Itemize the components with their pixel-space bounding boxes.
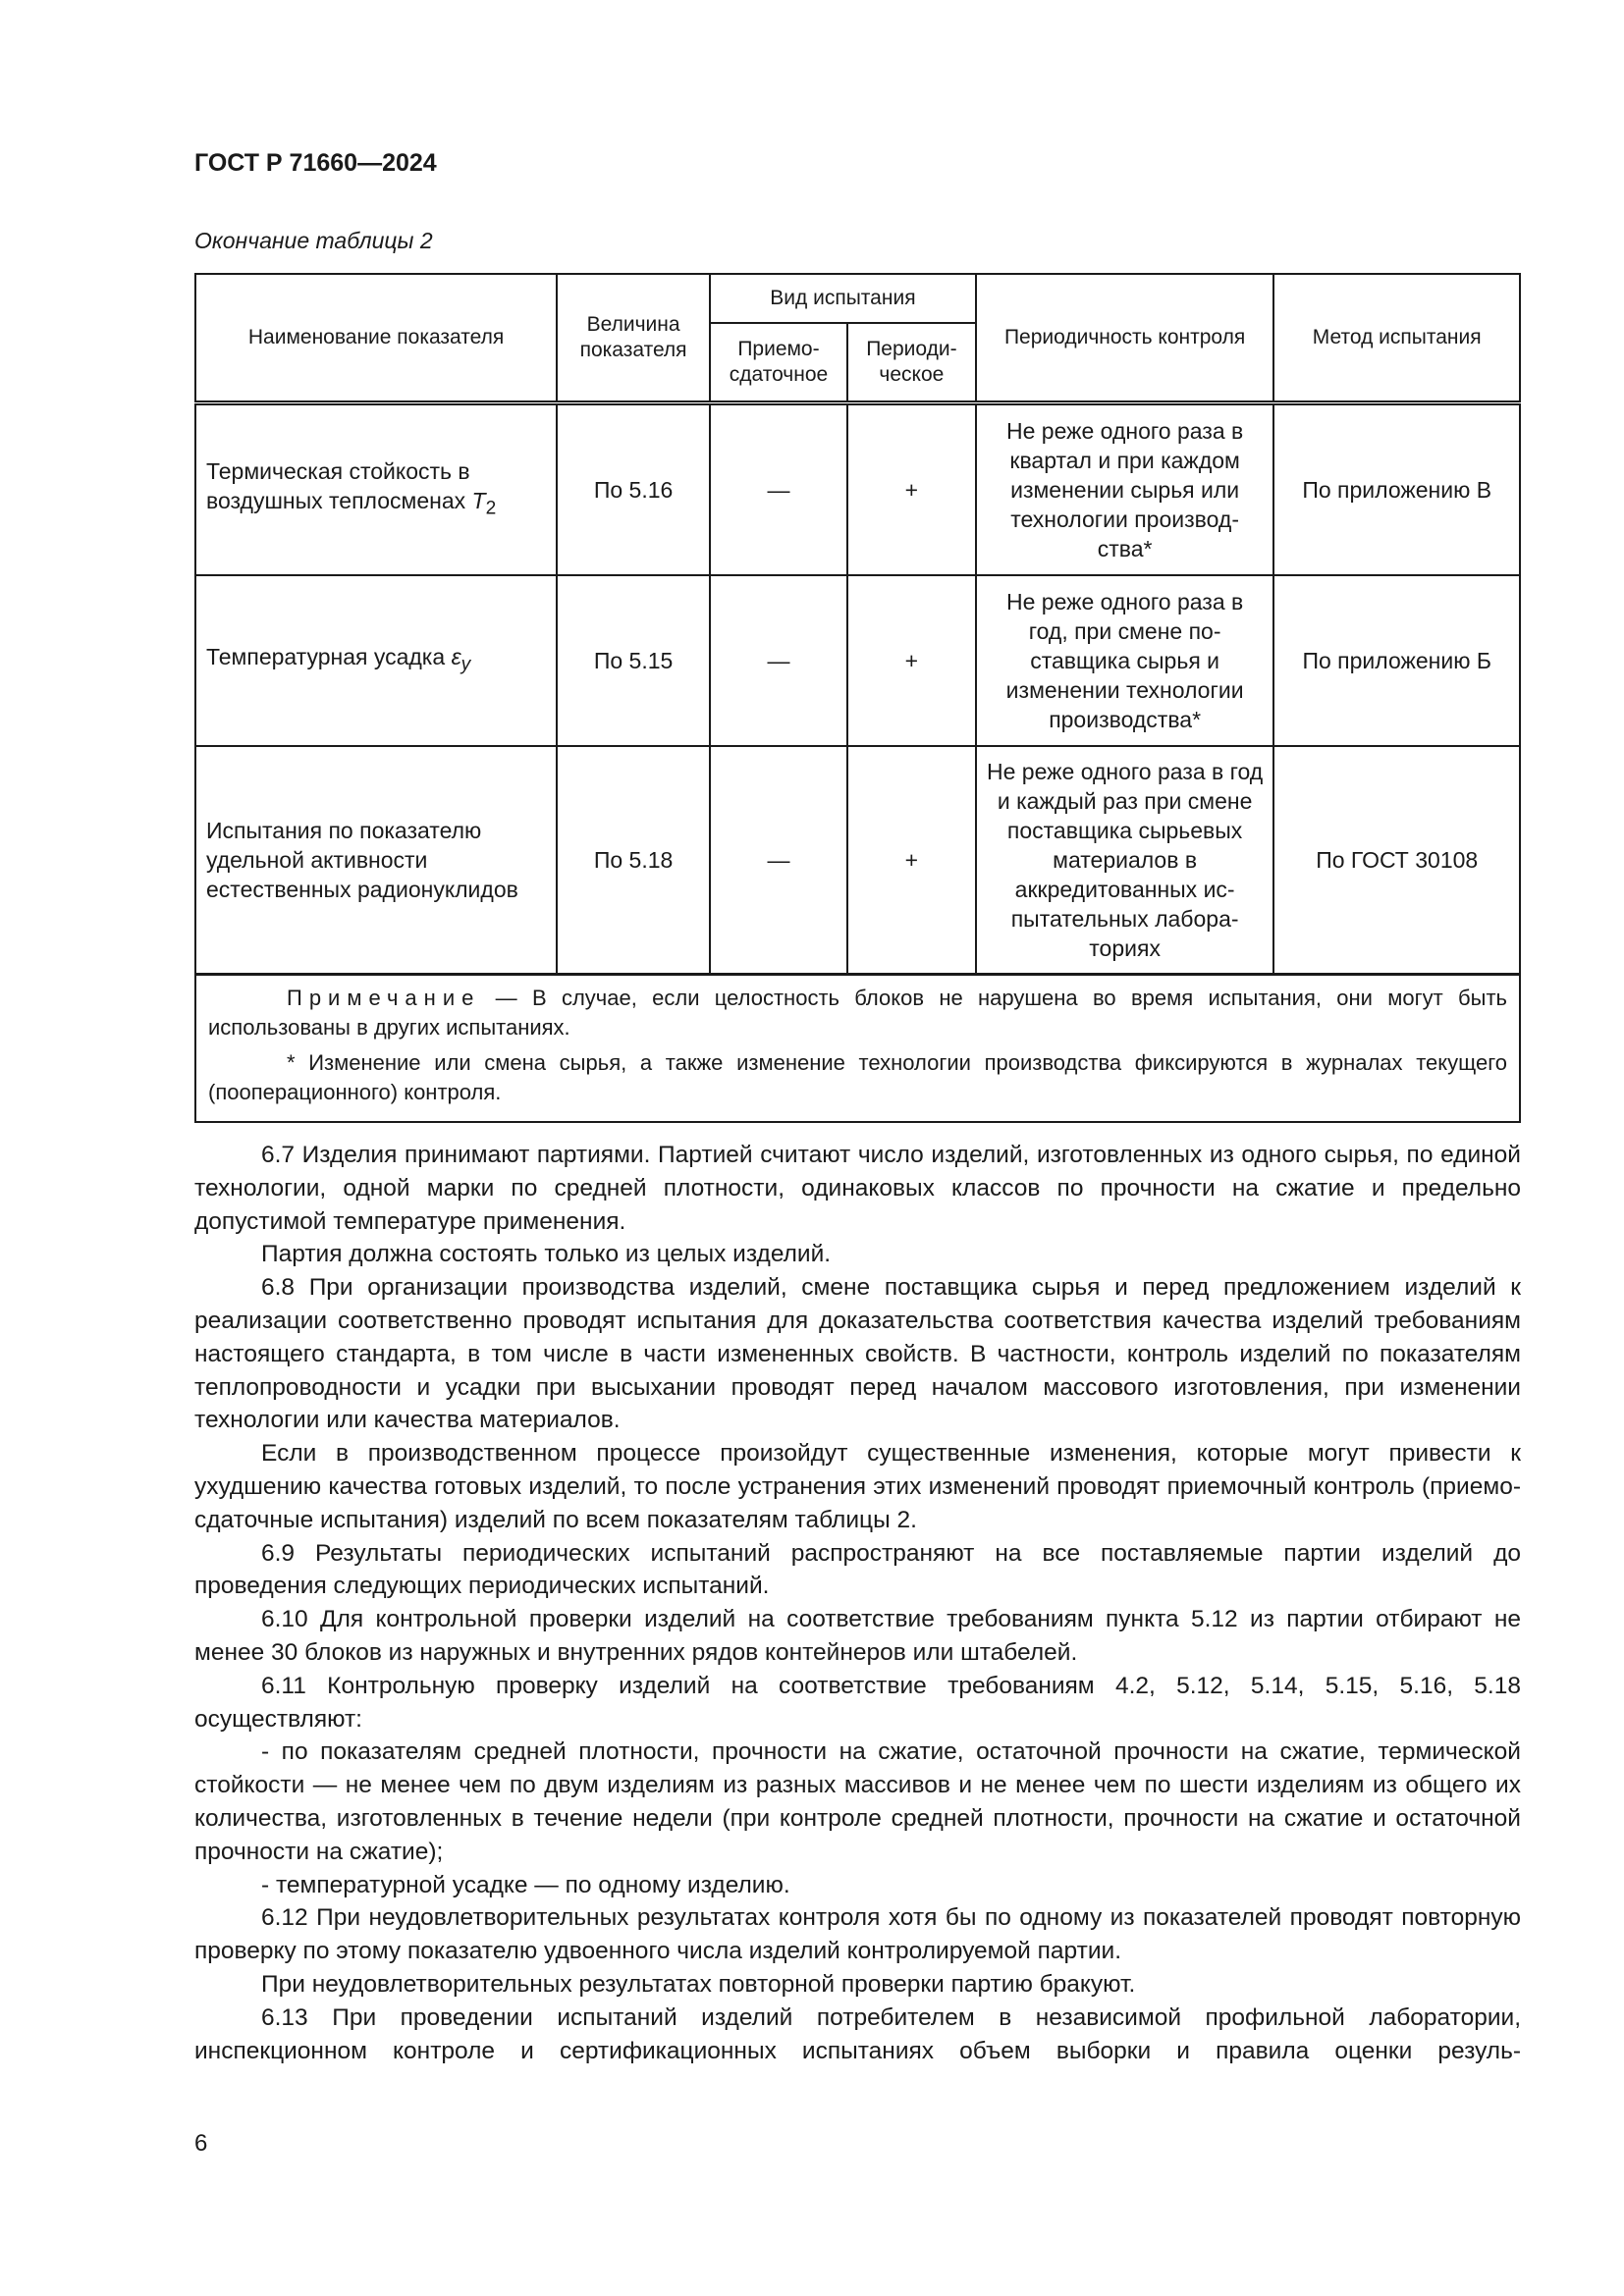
paragraph: 6.11 Контрольную проверку изделий на соответствие требованиям 4.2, 5.12, 5.14, 5.15, 5.16, 5.18 осуществляют: (194, 1672, 1521, 1733)
paragraph: 6.8 При организации производства изделий, смене поставщика сырья и перед предложением изделий к реализации соответственно проводят испытания для доказательства соответствия качества изделий требованиям настоящего стандарта, в том числе в части измененных свойств. В частности, контроль изделий по показателям теплопроводности и усадки при высыхании проводят перед началом массового изготовления, при изменении технологии или качества материалов. (194, 1274, 1521, 1434)
paragraph: Если в производственном процессе произойдут существенные изменения, которые могут привести к ухудшению качества готовых изделий, то после устранения этих изменений проводят приемочный контроль (приемо-сдаточные испытания) изделий по всем показателям таблицы 2. (194, 1440, 1521, 1533)
paragraph: 6.9 Результаты периодических испытаний распространяют на все поставляемые партии изделий до проведения следующих периодических испытаний. (194, 1539, 1521, 1600)
cell-method: По приложению Б (1273, 575, 1520, 746)
cell-name: Термическая стойкость в воздушных теплосменах $T_2$ (195, 403, 557, 576)
header-method: Метод испытания (1273, 274, 1520, 403)
cell-frequency: Не реже одного раза в год и каждый раз при смене поставщика сырьевых материалов в аккредитованных ис-пытательных лабора-ториях (976, 746, 1274, 975)
header-periodic: Периоди-ческое (847, 323, 976, 403)
page-number: 6 (194, 2130, 208, 2157)
cell-frequency: Не реже одного раза в год, при смене по-ставщика сырья и изменении технологии производства* (976, 575, 1274, 746)
header-name: Наименование показателя (195, 274, 557, 403)
header-acceptance: Приемо-сдаточное (710, 323, 847, 403)
cell-periodic: + (847, 575, 976, 746)
note-label: Примечание (287, 986, 481, 1010)
footnote: * Изменение или смена сырья, а также изменение технологии производства фиксируются в журналах текущего (пооперационного) контроля. (208, 1050, 1507, 1104)
cell-name: Испытания по показателю удельной активности естественных радионуклидов (195, 746, 557, 975)
paragraph: 6.13 При проведении испытаний изделий потребителем в независимой профильной лаборатории, инспекционном контроле и сертификационных испытаниях объем выборки и правила оценки резуль- (194, 2003, 1521, 2064)
cell-name: Температурная усадка $\varepsilon_y$ (195, 575, 557, 746)
list-item: - по показателям средней плотности, прочности на сжатие, остаточной прочности на сжатие, термической стойкости — не менее чем по двум изделиям из разных массивов и не менее чем по шести изделиям из общего их количества, изготовленных в течение недели (при контроле средней плотности, прочности на сжатие и остаточной прочности на сжатие); (194, 1738, 1521, 1865)
table-row (195, 746, 1520, 975)
cell-acceptance: — (710, 575, 847, 746)
paragraph: 6.12 При неудовлетворительных результатах контроля хотя бы по одному из показателей проводят повторную проверку по этому показателю удвоенного числа изделий контролируемой партии. (194, 1904, 1521, 1965)
table-row (195, 575, 1520, 746)
cell-frequency: Не реже одного раза в квартал и при каждом изменении сырья или технологии производ-ства* (976, 403, 1274, 576)
cell-acceptance: — (710, 746, 847, 975)
table-note (195, 975, 1520, 1123)
cell-value: По 5.18 (557, 746, 710, 975)
table-caption: Окончание таблицы 2 (194, 228, 433, 253)
note-text: — В случае, если целостность блоков не нарушена во время испытания, они могут быть использованы в других испытаниях. (208, 986, 1507, 1040)
cell-periodic: + (847, 403, 976, 576)
list-item: - температурной усадке — по одному изделию. (261, 1871, 790, 1898)
cell-value: По 5.16 (557, 403, 710, 576)
table-row (195, 403, 1520, 576)
document-header: ГОСТ Р 71660—2024 (194, 149, 437, 177)
requirements-table (194, 273, 1521, 1123)
header-frequency: Периодичность контроля (976, 274, 1274, 403)
cell-acceptance: — (710, 403, 847, 576)
header-value: Величина показателя (557, 274, 710, 403)
cell-periodic: + (847, 746, 976, 975)
paragraph: 6.7 Изделия принимают партиями. Партией считают число изделий, изготовленных из одного сырья, по единой технологии, одной марки по средней плотности, одинаковых классов по прочности на сжатие и предельно допустимой температуре применения. (194, 1142, 1521, 1235)
paragraph: Партия должна состоять только из целых изделий. (261, 1241, 832, 1268)
body-text (194, 1139, 1521, 2067)
paragraph: 6.10 Для контрольной проверки изделий на соответствие требованиям пункта 5.12 из партии отбирают не менее 30 блоков из наружных и внутренних рядов контейнеров или штабелей. (194, 1606, 1521, 1666)
cell-value: По 5.15 (557, 575, 710, 746)
cell-method: По приложению В (1273, 403, 1520, 576)
cell-method: По ГОСТ 30108 (1273, 746, 1520, 975)
paragraph: При неудовлетворительных результатах повторной проверки партию бракуют. (261, 1970, 1136, 1998)
header-test-type: Вид испытания (710, 274, 976, 323)
